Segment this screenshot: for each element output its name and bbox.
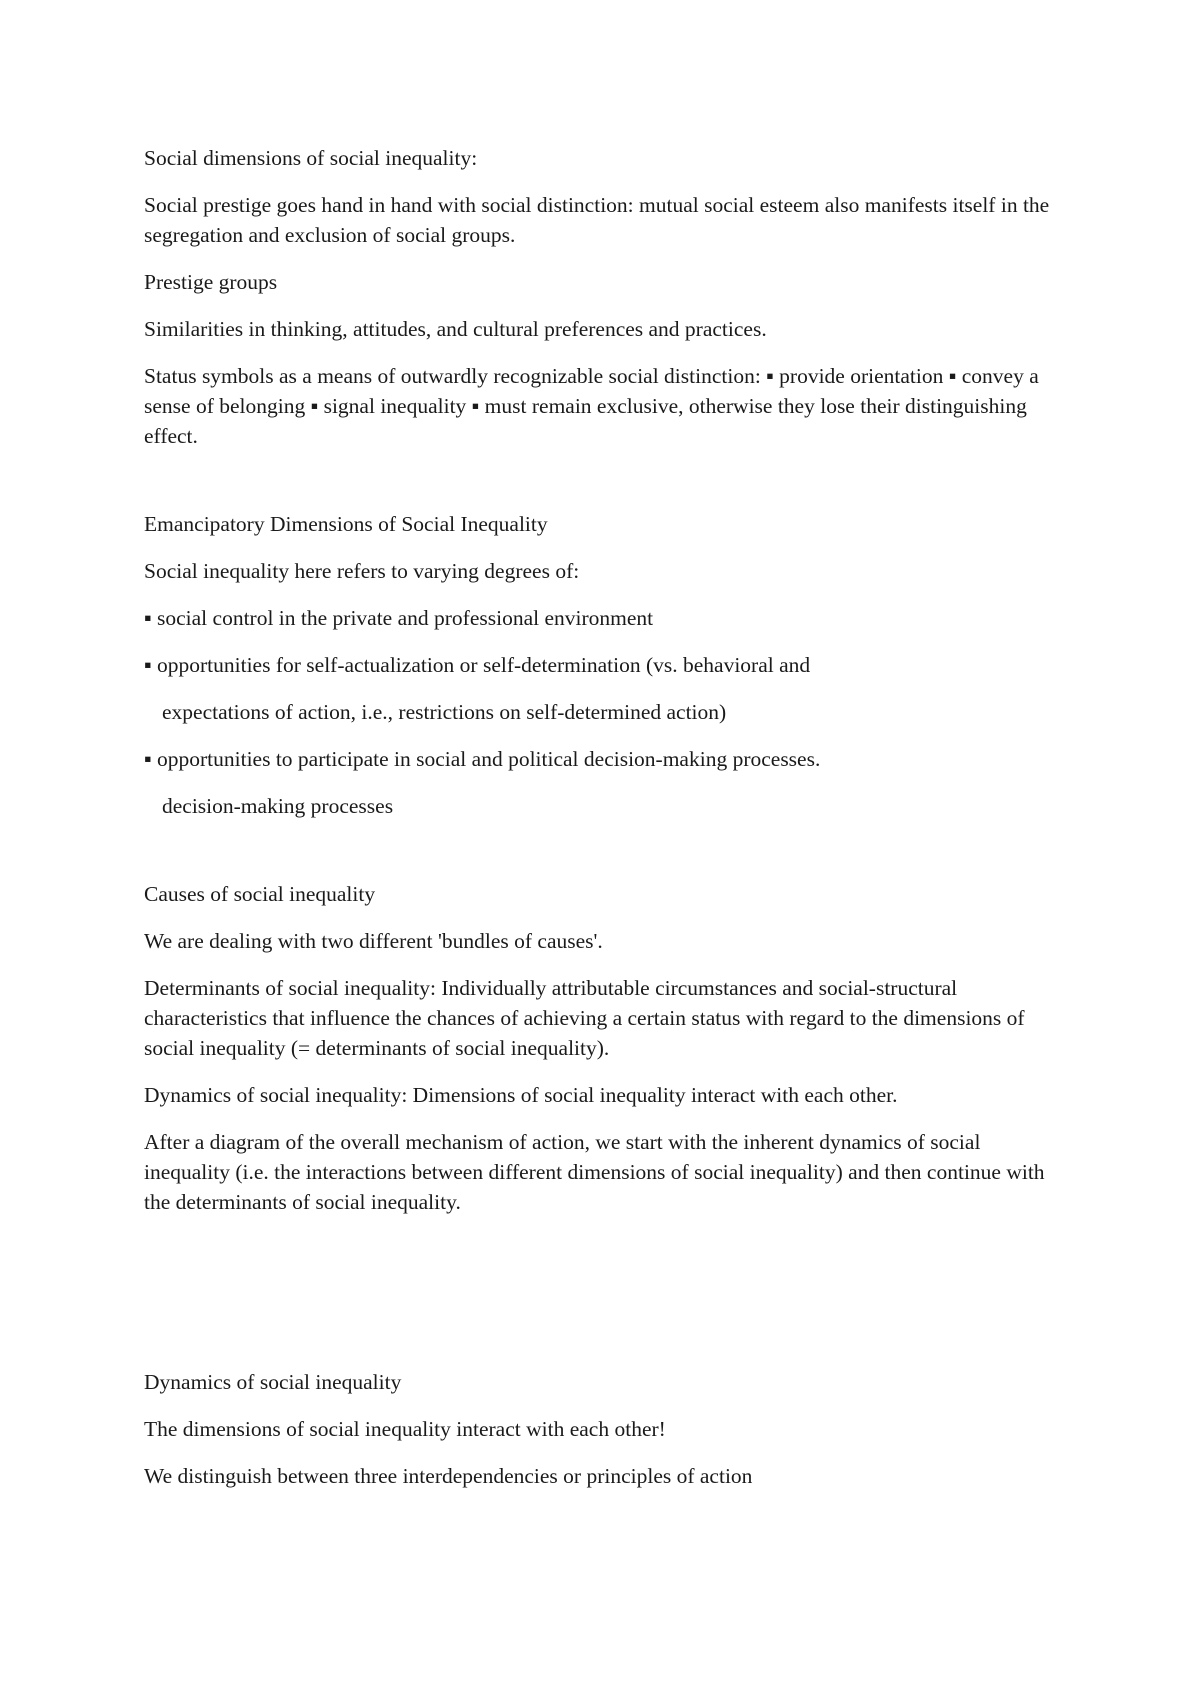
paragraph-emancipatory-intro: Social inequality here refers to varying degrees of: (144, 559, 580, 583)
paragraph-determinants: Determinants of social inequality: Individually attributable circumstances and social-structural characteristics that influence the chances of achieving a certain status with regard to the dimensions of social inequality (= determinants of social inequality). (144, 976, 1025, 1060)
paragraph-dimensions-interact: The dimensions of social inequality interact with each other! (144, 1417, 666, 1441)
paragraph-dynamics-summary: Dynamics of social inequality: Dimensions of social inequality interact with each other. (144, 1083, 898, 1107)
list-item-participation-continued: decision-making processes (162, 794, 394, 818)
section-heading-dynamics: Dynamics of social inequality (144, 1370, 402, 1394)
list-item-participation: ▪ opportunities to participate in social and political decision-making processes. (144, 747, 821, 771)
paragraph-status-symbols: Status symbols as a means of outwardly recognizable social distinction: ▪ provide orientation ▪ convey a sense of belonging ▪ signal inequality ▪ must remain exclusive, otherwise they lose their distinguishing effect. (144, 364, 1039, 448)
paragraph-prestige-groups: Prestige groups (144, 270, 278, 294)
list-item-self-actualization-continued: expectations of action, i.e., restrictions on self-determined action) (162, 700, 727, 724)
paragraph-diagram-overview: After a diagram of the overall mechanism of action, we start with the inherent dynamics of social inequality (i.e. the interactions between different dimensions of social inequality) and then continue with the determinants of social inequality. (144, 1130, 1045, 1214)
section-spacer (144, 838, 1064, 879)
paragraph-similarities: Similarities in thinking, attitudes, and cultural preferences and practices. (144, 317, 767, 341)
paragraph-bundles-of-causes: We are dealing with two different 'bundles of causes'. (144, 929, 603, 953)
paragraph-three-interdependencies: We distinguish between three interdependencies or principles of action (144, 1464, 753, 1488)
section-heading-emancipatory: Emancipatory Dimensions of Social Inequality (144, 512, 548, 536)
paragraph-social-prestige: Social prestige goes hand in hand with social distinction: mutual social esteem also manifests itself in the segregation and exclusion of social groups. (144, 193, 1050, 247)
section-spacer-large (144, 1234, 1064, 1367)
document-body (144, 143, 1064, 1508)
section-heading-social-dimensions: Social dimensions of social inequality: (144, 146, 478, 170)
list-item-self-actualization: ▪ opportunities for self-actualization or self-determination (vs. behavioral and (144, 653, 811, 677)
section-spacer (144, 468, 1064, 509)
list-item-social-control: ▪ social control in the private and professional environment (144, 606, 654, 630)
section-heading-causes: Causes of social inequality (144, 882, 376, 906)
